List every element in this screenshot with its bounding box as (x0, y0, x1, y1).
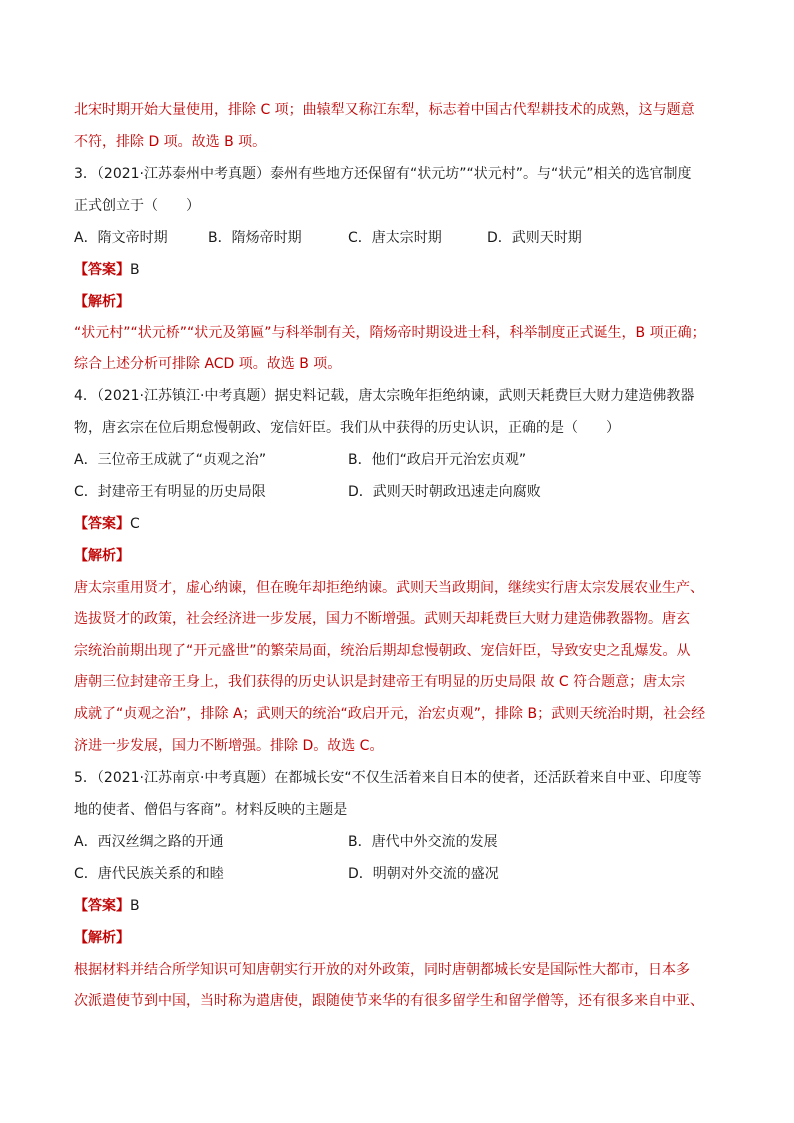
question-3-stem: 3．（2021·江苏泰州中考真题）泰州有些地方还保留有“状元坊”“状元村”。与“状元”相关的选官制度 (74, 166, 692, 182)
q4-explanation-line: 唐朝三位封建帝王身上，我们获得的历史认识是封建帝王有明显的历史局限 故 C 符合题意；唐太宗 (74, 674, 686, 690)
q5-explanation-line: 次派遣使节到中国，当时称为遣唐使，跟随使节来华的有很多留学生和留学僧等，还有很多来自中亚、 (74, 993, 704, 1009)
q4-analysis-tag: 【解析】 (74, 548, 130, 564)
answer-tag: 【答案】 (74, 516, 130, 532)
q3-analysis-tag: 【解析】 (74, 294, 130, 310)
q4-explanation-line: 成就了“贞观之治”，排除 A；武则天的统治“政启开元，治宏贞观”，排除 B；武则天统治时期，社会经 (74, 706, 706, 722)
q5-option-a: A．西汉丝绸之路的开通 (74, 834, 224, 850)
q5-analysis-tag: 【解析】 (74, 930, 130, 946)
q5-explanation-line: 根据材料并结合所学知识可知唐朝实行开放的对外政策，同时唐朝都城长安是国际性大都市，日本多 (74, 962, 690, 978)
q4-option-a: A．三位帝王成就了“贞观之治” (74, 452, 267, 468)
q3-option-b: B．隋炀帝时期 (208, 230, 302, 246)
answer-value: B (130, 262, 140, 278)
q4-option-b: B．他们“政启开元治宏贞观” (348, 452, 527, 468)
question-5-stem-cont: 地的使者、僧侣与客商”。材料反映的主题是 (74, 802, 348, 818)
question-4-stem: 4．（2021·江苏镇江·中考真题）据史料记载，唐太宗晚年拒绝纳谏，武则天耗费巨大财力建造佛教器 (74, 388, 695, 404)
q4-answer (74, 513, 734, 535)
question-3-stem-cont: 正式创立于（ ） (74, 198, 200, 214)
answer-tag: 【答案】 (74, 262, 130, 278)
answer-tag: 【答案】 (74, 898, 130, 914)
q4-explanation-line: 选拔贤才的政策，社会经济进一步发展，国力不断增强。武则天却耗费巨大财力建造佛教器物。唐玄 (74, 611, 690, 627)
q3-explanation-line: 综合上述分析可排除 ACD 项。故选 B 项。 (74, 356, 342, 372)
q5-answer (74, 895, 734, 917)
answer-value: B (130, 898, 140, 914)
q3-option-c: C．唐太宗时期 (348, 230, 442, 246)
q4-explanation-line: 唐太宗重用贤才，虚心纳谏，但在晚年却拒绝纳谏。武则天当政期间，继续实行唐太宗发展农业生产、 (74, 580, 704, 596)
q5-option-b: B．唐代中外交流的发展 (348, 834, 498, 850)
q3-explanation-line: “状元村”“状元桥”“状元及第匾”与科举制有关，隋炀帝时期设进士科，科举制度正式诞生，B 项正确； (74, 325, 706, 341)
q4-explanation-line: 宗统治前期出现了“开元盛世”的繁荣局面，统治后期却怠慢朝政、宠信奸臣，导致安史之乱爆发。从 (74, 643, 691, 659)
q3-option-d: D．武则天时期 (487, 230, 582, 246)
q5-option-d: D．明朝对外交流的盛况 (348, 866, 499, 882)
q4-option-d: D．武则天时朝政迅速走向腐败 (348, 484, 541, 500)
q3-option-a: A．隋文帝时期 (74, 230, 168, 246)
answer-value: C (130, 516, 140, 532)
explanation-line: 北宋时期开始大量使用，排除 C 项；曲辕犁又称江东犁，标志着中国古代犁耕技术的成熟，这与题意 (74, 102, 695, 118)
q5-option-c: C．唐代民族关系的和睦 (74, 866, 224, 882)
explanation-line: 不符，排除 D 项。故选 B 项。 (74, 134, 267, 150)
question-4-stem-cont: 物，唐玄宗在位后期怠慢朝政、宠信奸臣。我们从中获得的历史认识，正确的是（ ） (74, 420, 620, 436)
q3-answer (74, 259, 734, 281)
q4-option-c: C．封建帝王有明显的历史局限 (74, 484, 266, 500)
question-5-stem: 5．（2021·江苏南京·中考真题）在都城长安“不仅生活着来自日本的使者，还活跃着来自中亚、印度等 (74, 770, 702, 786)
q4-explanation-line: 济进一步发展，国力不断增强。排除 D。故选 C。 (74, 738, 384, 754)
